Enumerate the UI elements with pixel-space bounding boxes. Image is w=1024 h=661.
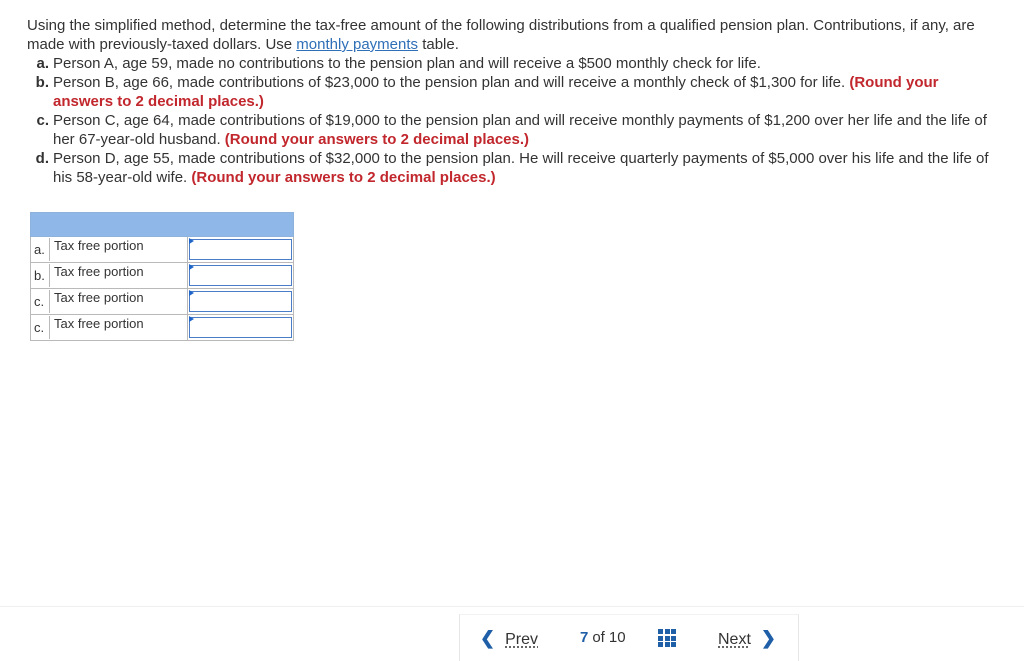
question-items — [27, 54, 1002, 187]
table-header — [31, 213, 294, 237]
grid-icon[interactable] — [658, 629, 676, 647]
footer-divider — [0, 606, 1024, 607]
item-letter: a . — [27, 54, 49, 73]
item-text: Person D, age 55, made contributions of $32,000 to the pension plan. He will receive quarterly payments of $5,000 over his life and the life of his 58-year-old wife. — [53, 150, 989, 186]
chevron-left-icon: ❮ — [480, 628, 496, 648]
row-label — [31, 289, 188, 315]
row-label-text: Tax free portion — [54, 238, 144, 253]
current-page: 7 — [580, 629, 589, 646]
question-item-d — [27, 149, 1002, 187]
row-letter: b. — [31, 264, 50, 287]
answer-cell — [188, 315, 294, 341]
answer-table — [30, 212, 294, 341]
prev-label: Prev — [505, 631, 538, 648]
answer-input-d[interactable] — [189, 317, 292, 338]
row-label-text: Tax free portion — [54, 316, 144, 331]
row-letter: a. — [31, 238, 50, 261]
monthly-payments-link[interactable]: monthly payments — [296, 36, 419, 53]
row-label — [31, 263, 188, 289]
row-label-text: Tax free portion — [54, 290, 144, 305]
rounding-note: (Round your answers to 2 decimal places.) — [224, 131, 530, 148]
rounding-note: (Round your answers to 2 decimal places.) — [191, 169, 496, 186]
of-text: of — [592, 629, 605, 646]
item-letter: d . — [27, 149, 49, 168]
table-row — [31, 237, 294, 263]
question-item-b — [27, 73, 1002, 111]
row-label — [31, 315, 188, 341]
table-row — [31, 315, 294, 341]
prev-button[interactable] — [480, 628, 538, 649]
intro-end-text: table. — [418, 36, 459, 53]
answer-input-b[interactable] — [189, 265, 292, 286]
answer-input-a[interactable] — [189, 239, 292, 260]
input-marker-icon — [189, 264, 194, 270]
input-marker-icon — [189, 238, 194, 244]
answer-input-c[interactable] — [189, 291, 292, 312]
table-row — [31, 289, 294, 315]
table-row — [31, 263, 294, 289]
item-text: Person A, age 59, made no contributions to the pension plan and will receive a $500 monthly check for life. — [53, 55, 761, 72]
question-item-c — [27, 111, 1002, 149]
item-letter: c . — [27, 111, 49, 130]
next-label: Next — [718, 631, 751, 648]
question-intro — [27, 16, 1002, 54]
row-letter: c. — [31, 316, 50, 339]
question-item-a — [27, 54, 1002, 73]
row-label — [31, 237, 188, 263]
row-label-text: Tax free portion — [54, 264, 144, 279]
answer-cell — [188, 289, 294, 315]
answer-cell — [188, 263, 294, 289]
next-button[interactable] — [718, 628, 776, 649]
total-pages: 10 — [608, 629, 626, 646]
page-indicator — [580, 629, 626, 646]
table-header-row — [31, 213, 294, 237]
question-navigation — [459, 614, 799, 661]
item-letter: b . — [27, 73, 49, 92]
intro-text: Using the simplified method, determine the tax-free amount of the following distributions from a qualified pension plan. Contributions, if any, are made with previously-taxed dollars. Use — [27, 17, 975, 53]
answer-cell — [188, 237, 294, 263]
chevron-right-icon: ❯ — [760, 628, 776, 648]
item-text: Person B, age 66, made contributions of $23,000 to the pension plan and will receive a monthly check of $1,300 for life. — [53, 74, 850, 91]
question-text — [27, 16, 1002, 187]
input-marker-icon — [189, 316, 194, 322]
rounding-note: (Round your answers to 2 decimal places.) — [53, 74, 939, 110]
input-marker-icon — [189, 290, 194, 296]
item-text: Person C, age 64, made contributions of $19,000 to the pension plan and will receive monthly payments of $1,200 over her life and the life of her 67-year-old husband. — [53, 112, 987, 148]
row-letter: c. — [31, 290, 50, 313]
